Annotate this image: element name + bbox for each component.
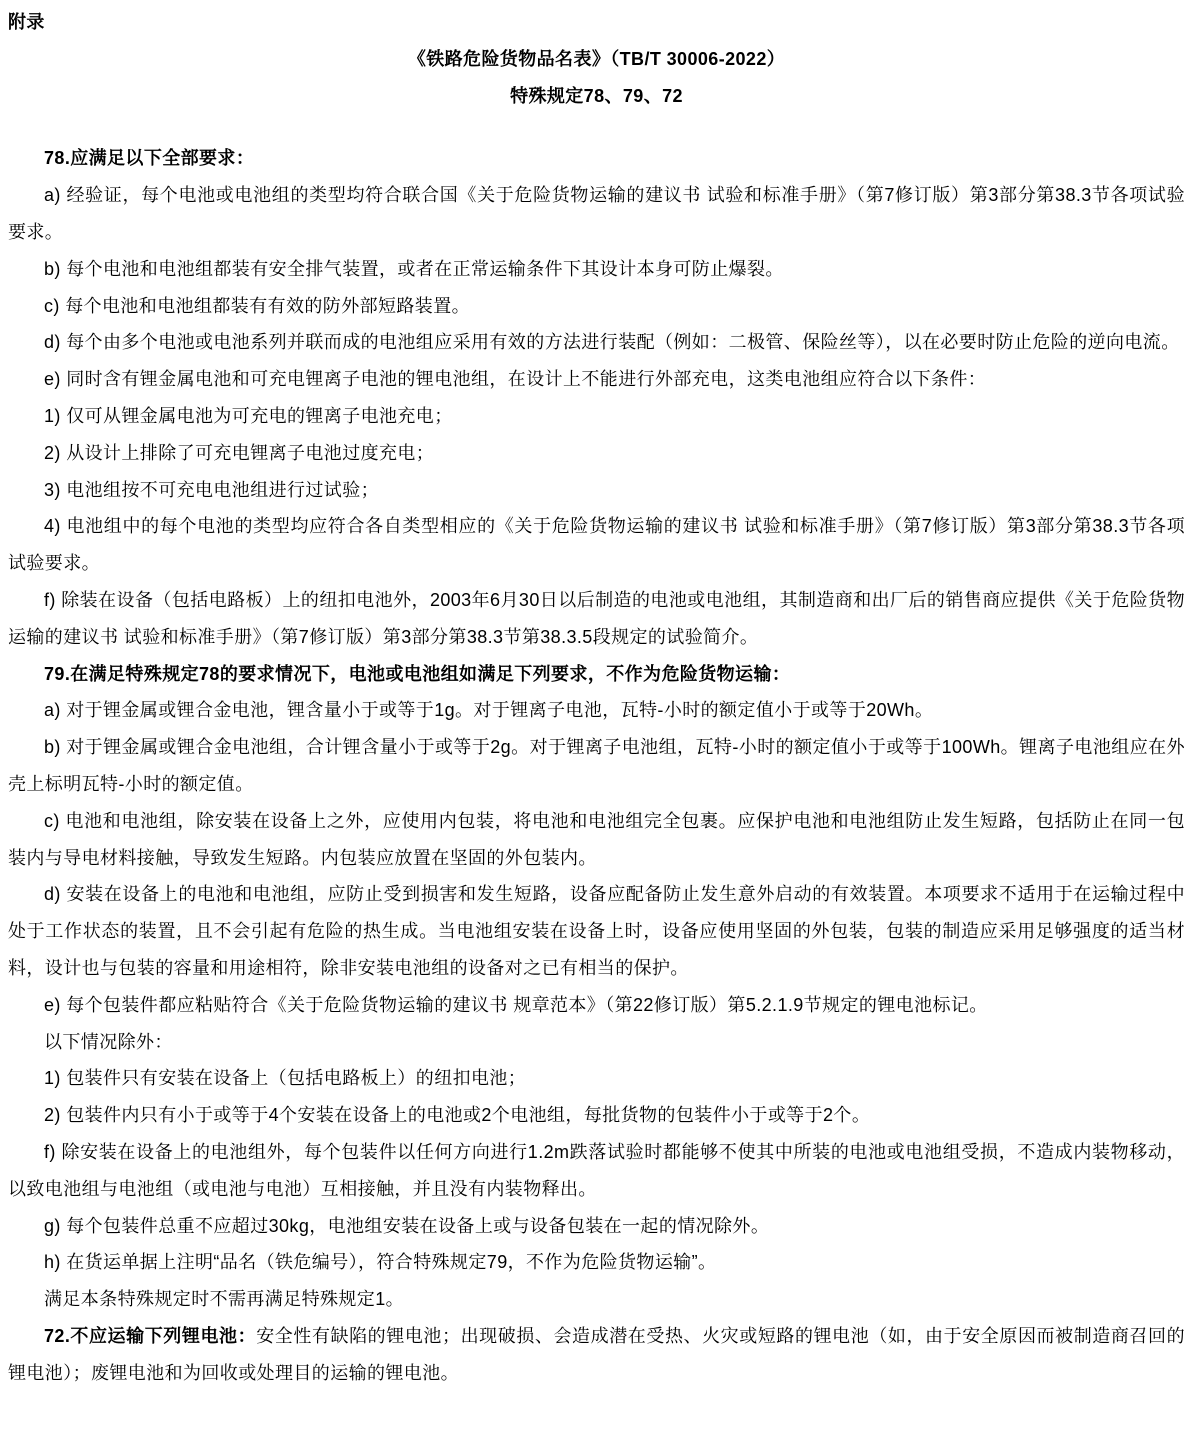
rule-79-item-f-text: f) 除安装在设备上的电池组外，每个包装件以任何方向进行1.2m跌落试验时都能够不使其中所装的电池或电池组受损，不造成内装物移动，以致电池组与电池组（或电池与电池）互相接触，并且没有内装物释出。 <box>8 1141 1185 1199</box>
rule-79-item-e-text: e) 每个包装件都应粘贴符合《关于危险货物运输的建议书 规章范本》（第22修订版）第5.2.1.9节规定的锂电池标记。 <box>44 994 988 1015</box>
rule-79-exception-1 <box>8 1060 1185 1097</box>
rule-79-heading <box>8 656 1185 693</box>
rule-79-item-c-text: c) 电池和电池组，除安装在设备上之外，应使用内包装，将电池和电池组完全包裹。应保护电池和电池组防止发生短路，包括防止在同一包装内与导电材料接触，导致发生短路。内包装应放置在坚固的外包装内。 <box>8 810 1185 868</box>
rule-78-item-b <box>8 251 1185 288</box>
rule-79-item-f <box>8 1134 1185 1208</box>
rule-78-item-d <box>8 324 1185 361</box>
rule-79-item-d-text: d) 安装在设备上的电池和电池组，应防止受到损害和发生短路，设备应配备防止发生意外启动的有效装置。本项要求不适用于在运输过程中处于工作状态的装置，且不会引起有危险的热生成。当电池组安装在设备上时，设备应使用坚固的外包装，包装的制造应采用足够强度的适当材料，设计也与包装的容量和用途相符，除非安装电池组的设备对之已有相当的保护。 <box>8 884 1185 978</box>
appendix-label: 附录 <box>8 12 45 32</box>
rule-79-item-e <box>8 987 1185 1024</box>
rule-78-heading <box>8 140 1185 177</box>
rule-72-bold: 72.不应运输下列锂电池： <box>44 1325 257 1346</box>
rule-79-item-b <box>8 729 1185 803</box>
rule-79-exception-2-text: 2) 包装件内只有小于或等于4个安装在设备上的电池或2个电池组，每批货物的包装件小于或等于2个。 <box>44 1105 871 1126</box>
rule-78-item-e3-text: 3) 电池组按不可充电电池组进行过试验； <box>44 479 380 500</box>
rule-78-item-e1 <box>8 398 1185 435</box>
rule-79-item-h <box>8 1244 1185 1281</box>
rule-78-item-e3 <box>8 472 1185 509</box>
rule-78-item-c-text: c) 每个电池和电池组都装有有效的防外部短路装置。 <box>44 295 470 316</box>
rule-78-item-e1-text: 1) 仅可从锂金属电池为可充电的锂离子电池充电； <box>44 405 453 426</box>
rule-78-item-e <box>8 361 1185 398</box>
rule-79-item-a <box>8 692 1185 729</box>
rule-78-item-e4-text: 4) 电池组中的每个电池的类型均应符合各自类型相应的《关于危险货物运输的建议书 试验和标准手册》（第7修订版）第3部分第38.3节各项试验要求。 <box>8 516 1185 574</box>
rule-79-heading-bold: 79.在满足特殊规定78的要求情况下，电池或电池组如满足下列要求，不作为危险货物运输： <box>44 663 791 684</box>
rule-78-item-e4 <box>8 508 1185 582</box>
rule-79-item-h-text: h) 在货运单据上注明“品名（铁危编号），符合特殊规定79，不作为危险货物运输”。 <box>44 1252 717 1273</box>
rule-79-item-g-text: g) 每个包装件总重不应超过30kg，电池组安装在设备上或与设备包装在一起的情况除外。 <box>44 1215 770 1236</box>
rule-79-exception-intro-text: 以下情况除外： <box>44 1031 173 1052</box>
rule-79-exception-2 <box>8 1097 1185 1134</box>
rule-72 <box>8 1318 1185 1392</box>
document-subtitle: 特殊规定78、79、72 <box>510 85 683 106</box>
rule-78-item-c <box>8 288 1185 325</box>
rule-78-item-e-text: e) 同时含有锂金属电池和可充电锂离子电池的锂电池组，在设计上不能进行外部充电，这类电池组应符合以下条件： <box>44 369 987 390</box>
rule-78-item-f-text: f) 除装在设备（包括电路板）上的纽扣电池外，2003年6月30日以后制造的电池或电池组，其制造商和出厂后的销售商应提供《关于危险货物运输的建议书 试验和标准手册》（第7修订版）第3部分第38.3节第38.3.5段规定的试验简介。 <box>8 589 1185 647</box>
rule-78-item-a <box>8 177 1185 251</box>
spacer <box>8 114 1185 140</box>
rule-78-heading-bold: 78.应满足以下全部要求： <box>44 148 255 169</box>
document-title: 《铁路危险货物品名表》（TB/T 30006-2022） <box>407 48 786 69</box>
rule-79-exception-1-text: 1) 包装件只有安装在设备上（包括电路板上）的纽扣电池； <box>44 1068 527 1089</box>
rule-79-item-b-text: b) 对于锂金属或锂合金电池组，合计锂含量小于或等于2g。对于锂离子电池组，瓦特-小时的额定值小于或等于100Wh。锂离子电池组应在外壳上标明瓦特-小时的额定值。 <box>8 737 1185 794</box>
rule-79-note-text: 满足本条特殊规定时不需再满足特殊规定1。 <box>44 1289 405 1310</box>
rule-79-note <box>8 1281 1185 1318</box>
rule-78-item-b-text: b) 每个电池和电池组都装有安全排气装置，或者在正常运输条件下其设计本身可防止爆裂。 <box>44 258 784 279</box>
rule-79-item-d <box>8 876 1185 986</box>
rule-78-item-a-text: a) 经验证，每个电池或电池组的类型均符合联合国《关于危险货物运输的建议书 试验和标准手册》（第7修订版）第3部分第38.3节各项试验要求。 <box>8 185 1185 242</box>
rule-78-item-e2-text: 2) 从设计上排除了可充电锂离子电池过度充电； <box>44 442 435 463</box>
rule-79-exception-intro <box>8 1024 1185 1061</box>
rule-79-item-c <box>8 803 1185 877</box>
rule-72-text: 安全性有缺陷的锂电池；出现破损、会造成潜在受热、火灾或短路的锂电池（如，由于安全原因而被制造商召回的锂电池）；废锂电池和为回收或处理目的运输的锂电池。 <box>8 1325 1185 1383</box>
rule-79-item-g <box>8 1208 1185 1245</box>
rule-78-item-e2 <box>8 435 1185 472</box>
rule-79-item-a-text: a) 对于锂金属或锂合金电池，锂含量小于或等于1g。对于锂离子电池，瓦特-小时的额定值小于或等于20Wh。 <box>44 700 934 721</box>
rule-78-item-d-text: d) 每个由多个电池或电池系列并联而成的电池组应采用有效的方法进行装配（例如：二极管、保险丝等），以在必要时防止危险的逆向电流。 <box>44 332 1180 353</box>
rule-78-item-f <box>8 582 1185 656</box>
